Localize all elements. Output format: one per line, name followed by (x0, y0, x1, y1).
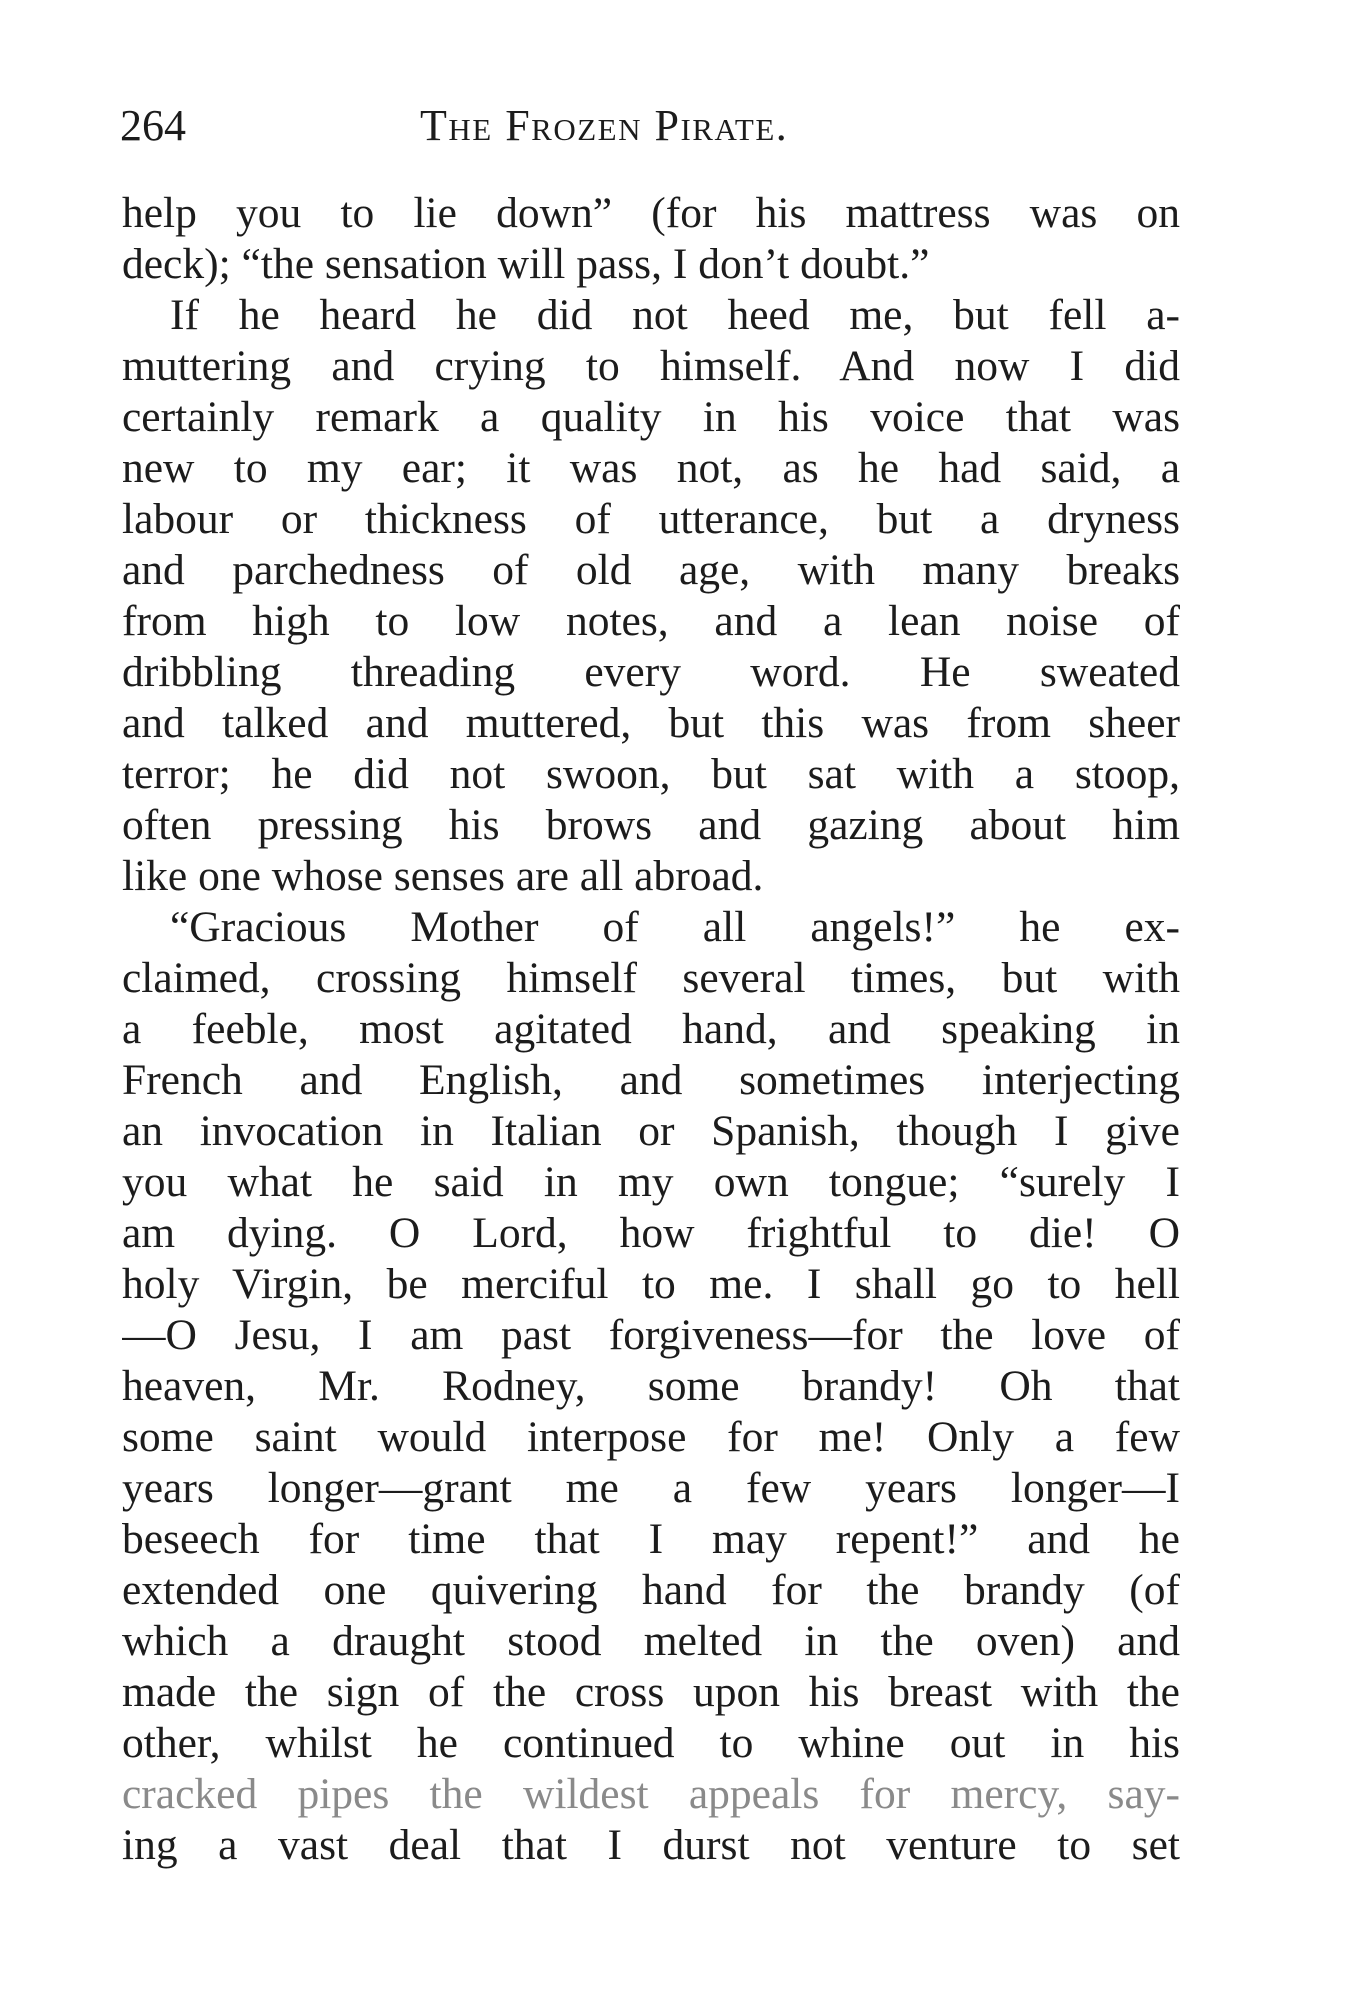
text-line: ing a vast deal that I durst not venture to set (122, 1821, 1180, 1869)
text-line: and talked and muttered, but this was from sheer (122, 699, 1180, 747)
text-line: heaven, Mr. Rodney, some brandy! Oh that (122, 1362, 1180, 1410)
text-line: made the sign of the cross upon his breast with the (122, 1668, 1180, 1716)
text-line: cracked pipes the wildest appeals for mercy, say- (122, 1770, 1180, 1818)
text-line: —O Jesu, I am past forgiveness—for the love of (122, 1311, 1180, 1359)
text-line: from high to low notes, and a lean noise of (122, 597, 1180, 645)
page-header (120, 96, 1180, 156)
text-line: claimed, crossing himself several times, but with (122, 954, 1180, 1002)
text-line: often pressing his brows and gazing about him (122, 801, 1180, 849)
text-line: new to my ear; it was not, as he had said, a (122, 444, 1180, 492)
text-line: “Gracious Mother of all angels!” he ex- (170, 903, 1180, 951)
text-line: other, whilst he continued to whine out in his (122, 1719, 1180, 1767)
text-line: muttering and crying to himself. And now I did (122, 342, 1180, 390)
text-line: extended one quivering hand for the brandy (of (122, 1566, 1180, 1614)
text-line: holy Virgin, be merciful to me. I shall go to hell (122, 1260, 1180, 1308)
text-line: terror; he did not swoon, but sat with a stoop, (122, 750, 1180, 798)
body-text (122, 188, 1180, 1871)
text-line: years longer—grant me a few years longer—I (122, 1464, 1180, 1512)
page-number: 264 (120, 101, 186, 150)
text-line: which a draught stood melted in the oven) and (122, 1617, 1180, 1665)
text-line: and parchedness of old age, with many breaks (122, 546, 1180, 594)
text-line: French and English, and sometimes interjecting (122, 1056, 1180, 1104)
text-line: am dying. O Lord, how frightful to die! O (122, 1209, 1180, 1257)
text-line: certainly remark a quality in his voice that was (122, 393, 1180, 441)
text-line: deck); “the sensation will pass, I don’t doubt.” (122, 240, 930, 288)
text-line: labour or thickness of utterance, but a dryness (122, 495, 1180, 543)
text-line: If he heard he did not heed me, but fell a- (170, 291, 1180, 339)
text-line: a feeble, most agitated hand, and speaking in (122, 1005, 1180, 1053)
text-line: beseech for time that I may repent!” and he (122, 1515, 1180, 1563)
text-line: some saint would interpose for me! Only a few (122, 1413, 1180, 1461)
text-line: an invocation in Italian or Spanish, though I give (122, 1107, 1180, 1155)
running-title: The Frozen Pirate. (420, 101, 789, 150)
text-line: you what he said in my own tongue; “surely I (122, 1158, 1180, 1206)
text-line: like one whose senses are all abroad. (122, 852, 764, 900)
text-line: help you to lie down” (for his mattress was on (122, 189, 1180, 237)
text-line: dribbling threading every word. He sweated (122, 648, 1180, 696)
